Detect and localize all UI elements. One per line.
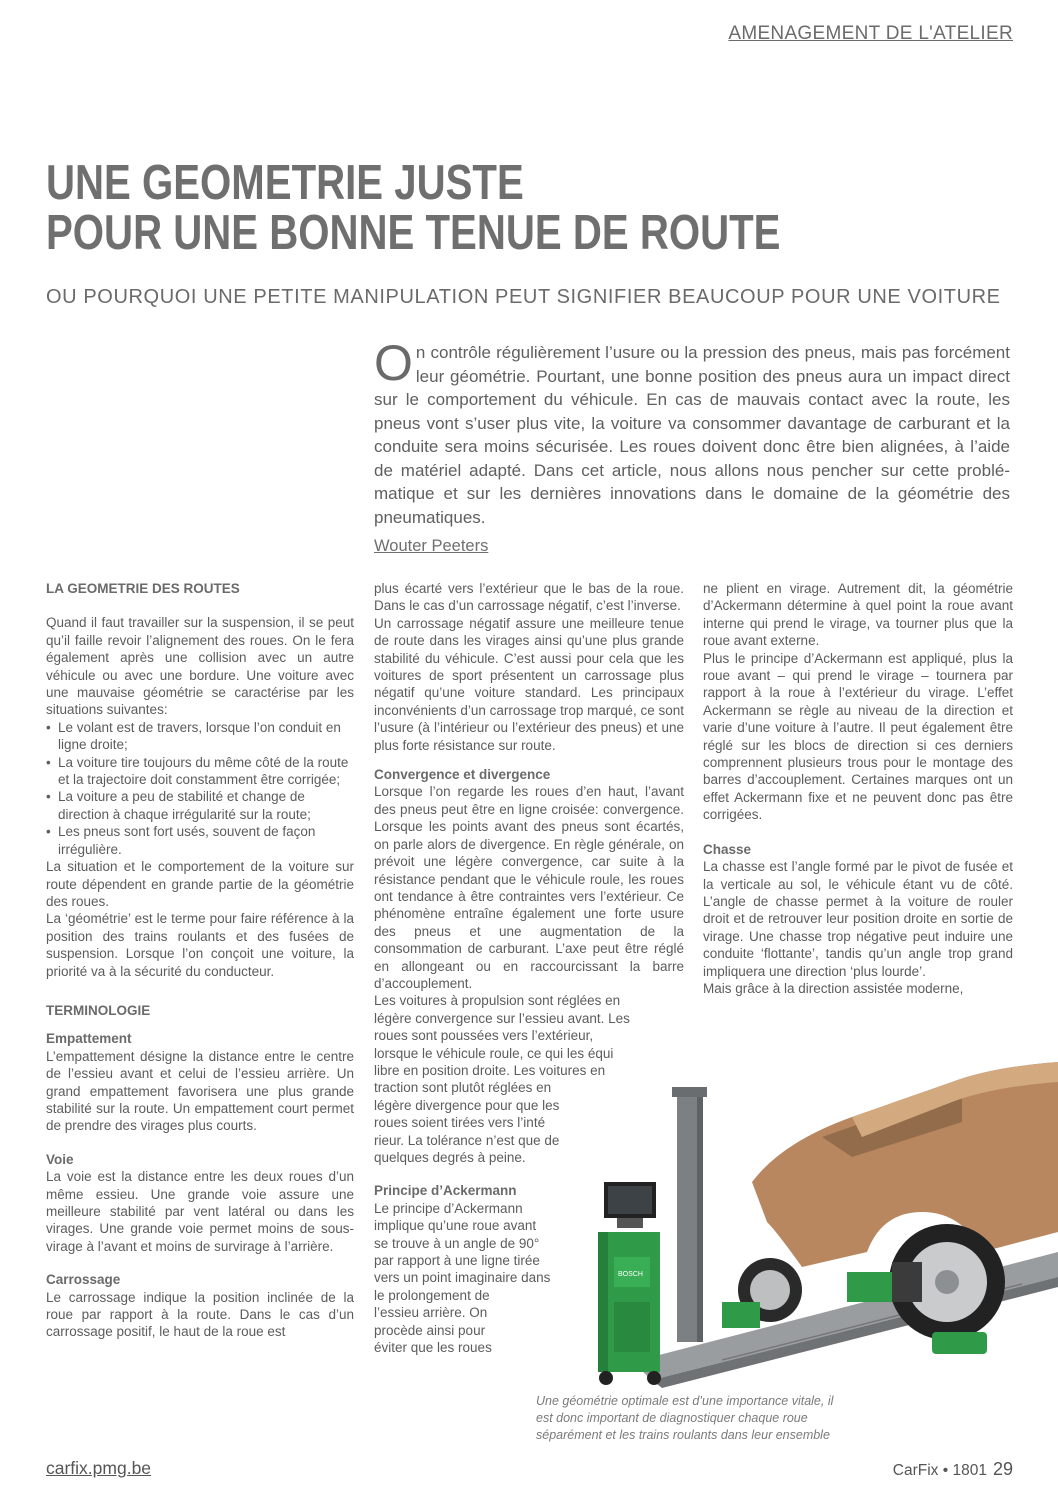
paragraph: Le carrossage indique la position inclinée de la roue par rapport à la route. Dans le cas d’un carrossage positif, le haut de la roue est bbox=[46, 1289, 354, 1340]
text-line: Le principe d’Ackermann bbox=[374, 1200, 523, 1216]
text-line: légère convergence sur l’essieu avant. Les bbox=[374, 1010, 630, 1026]
lift-column bbox=[677, 1092, 697, 1342]
paragraph: Quand il faut travailler sur la suspension, il se peut qu’il faille revoir l’alignement des roues. On le fera également après une collision avec un autre véhicule ou avec une bordure. Une voiture avec une mauvaise géométrie se caractérise par les situations suivantes: bbox=[46, 615, 354, 718]
text-line: Les voitures à propulsion sont réglées en bbox=[374, 993, 621, 1009]
drop-cap: O bbox=[374, 335, 413, 391]
text-line: quelques degrés à peine. bbox=[374, 1150, 526, 1165]
paragraph: La situation et le comportement de la voiture sur route dépendent en grande partie de la géométrie des roues. bbox=[46, 859, 354, 909]
paragraph: ne plient en virage. Autrement dit, la géométrie d’Ackermann détermine à quel point la roue avant interne qui prend le virage, va tourner plus que la roue avant externe. bbox=[703, 581, 1013, 649]
text-line: légère divergence pour que les bbox=[374, 1097, 560, 1113]
heading-geometrie-routes: LA GEOMETRIE DES ROUTES bbox=[46, 581, 240, 596]
text-line: procède ainsi pour bbox=[374, 1322, 486, 1338]
author-name: Wouter Peeters bbox=[374, 537, 489, 555]
heading-ackermann: Principe d’Ackermann bbox=[374, 1183, 517, 1199]
text-line: roues soient tirées vers l’inté bbox=[374, 1115, 546, 1131]
magazine-issue: CarFix • 1801 bbox=[892, 1462, 987, 1479]
paragraph: Un carrossage négatif assure une meilleure tenue de route dans les virages ainsi qu’une plus grande stabilité du véhicule. C’est aussi pour cela que les voitures de sport présentent un carrossage plus négatif qu’une voiture standard. Les principaux inconvénients d’un carrossage trop marqué, ce sont l’usure (à l’intérieur ou l’extérieur des pneus) et une plus forte résistance sur route. bbox=[374, 615, 684, 753]
list-item: • Les pneus sont fort usés, souvent de façon irrégulière. bbox=[46, 823, 354, 858]
wheel-clamp bbox=[892, 1262, 922, 1302]
text-line: rieur. La tolérance n’est que de bbox=[374, 1132, 560, 1148]
sensor-head bbox=[847, 1272, 892, 1302]
paragraph: plus écarté vers l’extérieur que le bas de la roue. Dans le cas d’un carrossage négatif, c’est l’inverse. bbox=[374, 581, 684, 614]
heading-carrossage: Carrossage bbox=[46, 1272, 121, 1288]
title-line-1: UNE GEOMETRIE JUSTE bbox=[46, 156, 524, 210]
list-item: • La voiture tire toujours du même côté de la route et la trajectoire doit constamment être corrigée; bbox=[46, 754, 354, 789]
paragraph: La chasse est l’angle formé par le pivot de fusée et la verticale au sol, le véhicule étant vu de côté. L’angle de chasse permet à la voiture de rouler droit et de retrouver leur position droite en sortie de virage. Une chasse trop négative peut induire une conduite ‘flottante’, tandis qu’un angle trop grand impliquera une direction ‘plus lourde’. bbox=[703, 859, 1013, 979]
photo-caption: Une géométrie optimale est d’une importance vitale, il est donc important de diagnostiquer chaque roue séparément et les trains roulants dans leur ensemble bbox=[536, 1394, 834, 1442]
text-line: éviter que les roues bbox=[374, 1340, 492, 1356]
paragraph: L’empattement désigne la distance entre le centre de l’essieu avant et celui de l’essieu arrière. Un grand empattement favorisera une plus grande stabilité sur la route. Un empattement court permet de prendre des virages plus courts. bbox=[46, 1048, 354, 1134]
intro-paragraph bbox=[374, 335, 1010, 529]
text-line: roues sont poussées vers l’extérieur, bbox=[374, 1028, 594, 1044]
car-body bbox=[752, 1062, 1058, 1267]
wheel-alignment-photo bbox=[522, 1062, 1058, 1392]
machine-brand-label: BOSCH bbox=[618, 1271, 643, 1278]
text-line: par rapport à une ligne tirée bbox=[374, 1253, 540, 1269]
website-link[interactable]: carfix.pmg.be bbox=[46, 1458, 152, 1478]
text-line: se trouve à un angle de 90° bbox=[374, 1235, 540, 1251]
paragraph: Mais grâce à la direction assistée moderne, bbox=[703, 980, 964, 996]
paragraph: La voie est la distance entre les deux roues d’un même essieu. Une grande voie assure une meilleure stabilité par vent latéral ou dans les virages. Une grande voie permet moins de sous-virage à l’avant et moins de survirage à l’arrière. bbox=[46, 1169, 354, 1254]
text-line: lorsque le véhicule roule, ce qui les équi bbox=[374, 1045, 614, 1061]
paragraph: Plus le principe d’Ackermann est appliqué, plus la roue avant – qui prend le virage – tournera par rapport à la roue à l’extérieur du virage. L’effet Ackermann se règle au niveau de la direction et varie d’une voiture à l’autre. Il peut également être réglé sur les blocs de direction si ces derniers comprennent plusieurs trous pour le montage des barres d’accouplement. Certaines marques ont un effet Ackermann fixe et ne peuvent donc pas être corrigées. bbox=[703, 650, 1013, 823]
paragraph: Lorsque l’on regarde les roues d’en haut, l’avant des pneus peut être en ligne croisée: convergence. Lorsque les points avant des pneus sont écartés, on parle alors de divergence. En règle générale, on prévoit une légère convergence, car suite à la résistance pendant que le véhicule roule, les roues ont tendance à être contraintes vers l’extérieur. Ce phénomène entraîne également une forte usure des pneus et une augmentation de la consommation de carburant. L’axe peut être réglé en allongeant ou en raccourcissant la barre d’accouplement. bbox=[374, 784, 684, 991]
heading-terminologie: TERMINOLOGIE bbox=[46, 1002, 151, 1018]
text-line: vers un point imaginaire dans bbox=[374, 1270, 551, 1286]
article-title bbox=[46, 158, 850, 258]
list-item: • La voiture a peu de stabilité et change de direction à chaque irrégularité sur la route; bbox=[46, 788, 354, 823]
list-item: • Le volant est de travers, lorsque l’on conduit en ligne droite; bbox=[46, 719, 354, 754]
section-tag: AMENAGEMENT DE L'ATELIER bbox=[728, 23, 1013, 44]
article-subtitle: OU POURQUOI UNE PETITE MANIPULATION PEUT SIGNIFIER BEAUCOUP POUR UNE VOITURE bbox=[46, 286, 1001, 308]
title-line-2: POUR UNE BONNE TENUE DE ROUTE bbox=[46, 206, 781, 260]
column-3 bbox=[703, 580, 1013, 997]
heading-empattement: Empattement bbox=[46, 1031, 132, 1047]
symptom-list bbox=[46, 719, 354, 858]
heading-voie: Voie bbox=[46, 1151, 74, 1167]
text-line: libre en position droite. Les voitures en bbox=[374, 1062, 606, 1078]
text-line: le prolongement de bbox=[374, 1287, 490, 1303]
text-line: implique qu’une roue avant bbox=[374, 1218, 537, 1234]
text-line: l’essieu arrière. On bbox=[374, 1305, 488, 1321]
heading-convergence: Convergence et divergence bbox=[374, 767, 551, 783]
page-number: 29 bbox=[992, 1459, 1013, 1479]
heading-chasse: Chasse bbox=[703, 841, 752, 857]
intro-text: n contrôle régulièrement l’usure ou la pression des pneus, mais pas forcément leur géométrie. Pourtant, une bonne position des pneus aura un impact direct sur le comportement du véhicule. En cas de mauvais contact avec la route, les pneus vont s’user plus vite, la voiture va consommer davantage de carburant et la conduite sera moins sécurisée. Les roues doivent donc être bien alignées, à l’aide de matériel adapté. Dans cet article, nous allons nous pencher sur cette problématique et sur les dernières innovations dans le domaine de la géométrie des pneumatiques. bbox=[374, 343, 1010, 527]
text-line: traction sont plutôt réglées en bbox=[374, 1080, 552, 1096]
paragraph: La ‘géométrie’ est le terme pour faire référence à la position des trains roulants et des fusées de suspension. Lorsque l’on conçoit une voiture, la priorité va à la sécurité du conducteur. bbox=[46, 911, 354, 979]
column-1 bbox=[46, 580, 354, 1341]
footer-magazine bbox=[893, 1459, 1013, 1480]
